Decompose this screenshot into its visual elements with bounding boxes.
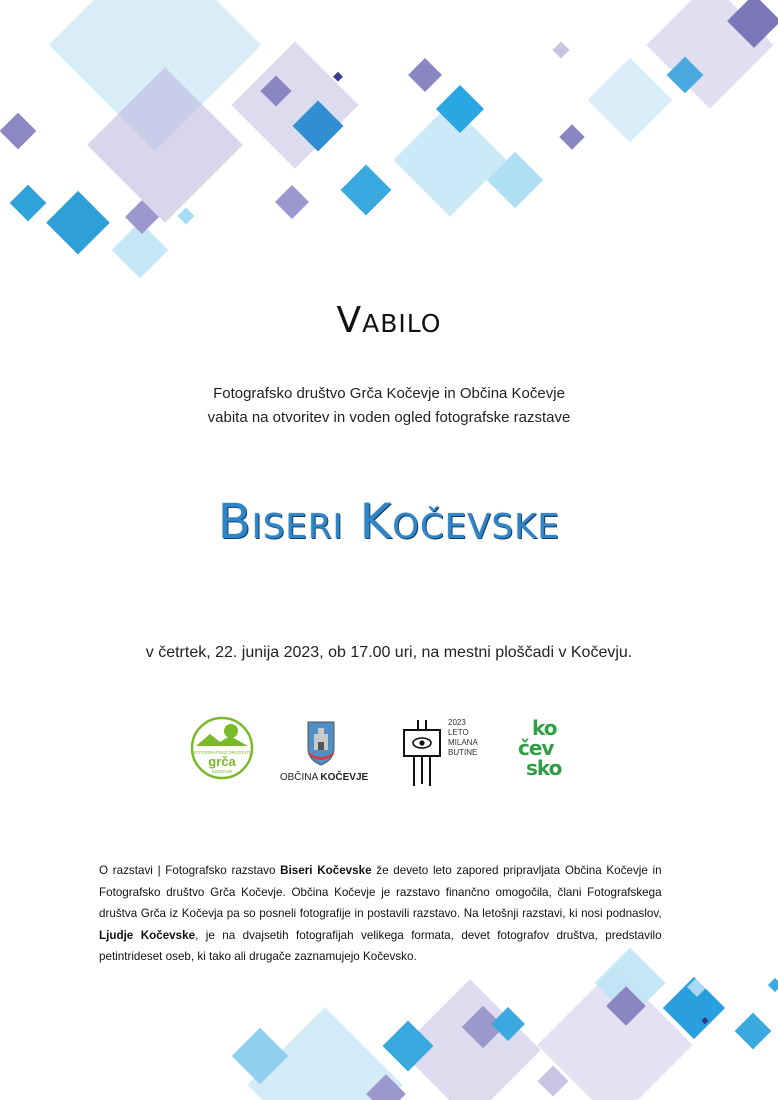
leto-line-1: LETO <box>448 728 469 737</box>
top-decoration <box>0 0 778 300</box>
kocevsko-line-1: ko <box>532 716 557 740</box>
description-part-1: O razstavi | Fotografsko razstavo <box>99 863 281 877</box>
description-bold-2: Ljudje Kočevske <box>99 927 196 942</box>
eye-easel-icon <box>402 718 442 788</box>
kocevsko-line-2: čev <box>518 736 554 760</box>
obcina-prefix: OBČINA <box>279 772 318 783</box>
intro-text <box>0 382 778 430</box>
leto-year: 2023 <box>448 718 466 727</box>
invitation-heading: Vabilo <box>336 300 442 341</box>
description-part-3: , je na dvajsetih fotografijah velikega formata, devet fotografov društva, predstavilo petintrideset oseb, ki tako ali drugače zaznamujejo Kočevsko. <box>99 927 662 963</box>
grca-logo-top-text: FOTOGRAFSKO DRUŠTVO <box>193 750 251 755</box>
leto-line-3: BUTINE <box>448 748 478 757</box>
grca-logo-main-text: grča <box>208 754 236 769</box>
event-details: v četrtek, 22. junija 2023, ob 17.00 uri, na mestni ploščadi v Kočevju. <box>145 644 633 661</box>
intro-line-1: Fotografsko društvo Grča Kočevje in Občina Kočevje <box>213 385 565 402</box>
leto-milana-butine-logo <box>402 718 492 788</box>
coat-of-arms-icon <box>278 720 370 768</box>
bottom-decoration <box>0 940 778 1100</box>
exhibition-title: Biseri Kočevske <box>217 494 560 550</box>
kocevsko-line-3: sko <box>526 756 562 780</box>
leto-line-2: MILANA <box>448 738 478 747</box>
intro-line-2: vabita na otvoritev in voden ogled fotografske razstave <box>207 409 571 426</box>
obcina-name: KOČEVJE <box>320 772 369 783</box>
kocevsko-logo <box>518 718 588 788</box>
grca-logo-bottom-text: KOČEVJE <box>211 769 233 774</box>
grca-logo <box>190 716 254 780</box>
description-part-2: že deveto leto zapored pripravljata Občina Kočevje in Fotografsko društvo Grča Kočevje. Občina Kočevje je razstavo finančno omogočila, člani Fotografskega društva Grča iz Kočevja pa so posneli fotografije in postavili razstavo. Na letošnji razstavi, ki nosi podnaslov, <box>99 863 662 920</box>
description-bold-1: Biseri Kočevske <box>280 863 372 877</box>
obcina-kocevje-logo <box>278 720 370 786</box>
